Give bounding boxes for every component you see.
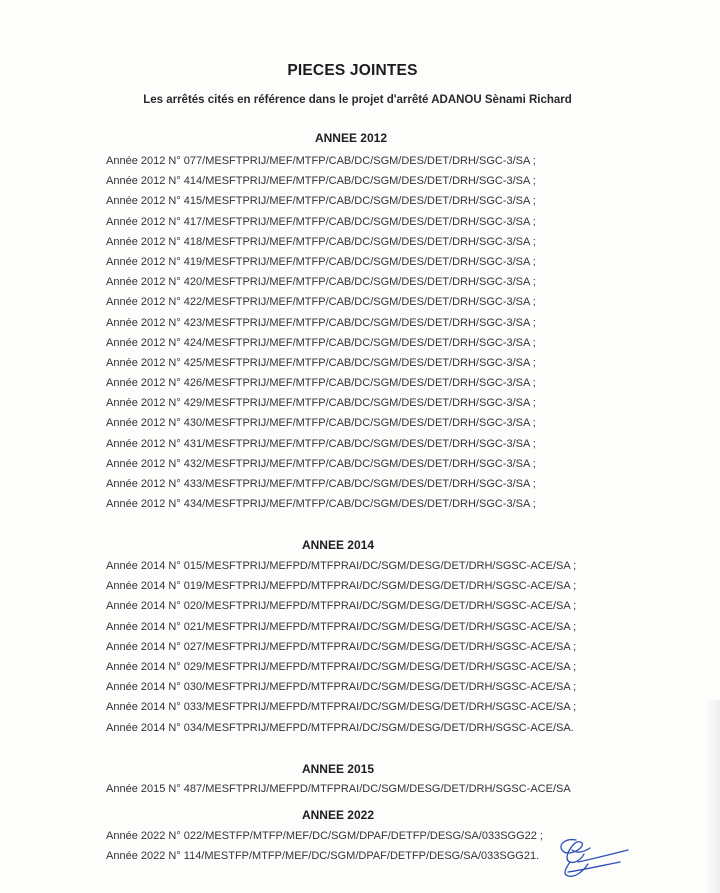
handwritten-signature xyxy=(548,832,638,887)
reference-entry: Année 2012 N° 417/MESFTPRIJ/MEF/MTFP/CAB/DC/SGM/DES/DET/DRH/SGC-3/SA ; xyxy=(106,215,536,228)
reference-entry: Année 2015 N° 487/MESFTPRIJ/MEFPD/MTFPRAI/DC/SGM/DESG/DET/DRH/SGSC-ACE/SA xyxy=(106,783,571,795)
reference-entry: Année 2012 N° 423/MESFTPRIJ/MEF/MTFP/CAB/DC/SGM/DES/DET/DRH/SGC-3/SA ; xyxy=(106,316,536,329)
reference-entry: Année 2012 N° 431/MESFTPRIJ/MEF/MTFP/CAB/DC/SGM/DES/DET/DRH/SGC-3/SA ; xyxy=(106,437,536,450)
reference-entry: Année 2022 N° 022/MESTFP/MTFP/MEF/DC/SGM/DPAF/DETFP/DESG/SA/033SGG22 ; xyxy=(106,830,543,842)
reference-entry: Année 2012 N° 433/MESFTPRIJ/MEF/MTFP/CAB/DC/SGM/DES/DET/DRH/SGC-3/SA ; xyxy=(106,478,536,490)
reference-entry: Année 2012 N° 425/MESFTPRIJ/MEF/MTFP/CAB/DC/SGM/DES/DET/DRH/SGC-3/SA ; xyxy=(106,356,536,369)
reference-entry: Année 2012 N° 434/MESFTPRIJ/MEF/MTFP/CAB/DC/SGM/DES/DET/DRH/SGC-3/SA ; xyxy=(106,498,536,511)
reference-entry: Année 2012 N° 426/MESFTPRIJ/MEF/MTFP/CAB/DC/SGM/DES/DET/DRH/SGC-3/SA ; xyxy=(106,377,536,390)
reference-entry: Année 2014 N° 015/MESFTPRIJ/MEFPD/MTFPRAI/DC/SGM/DESG/DET/DRH/SGSC-ACE/SA ; xyxy=(106,560,577,572)
reference-entry: Année 2014 N° 033/MESFTPRIJ/MEFPD/MTFPRAI/DC/SGM/DESG/DET/DRH/SGSC-ACE/SA ; xyxy=(106,701,577,714)
reference-entry: Année 2012 N° 077/MESFTPRIJ/MEF/MTFP/CAB/DC/SGM/DES/DET/DRH/SGC-3/SA ; xyxy=(106,155,536,167)
reference-entry: Année 2012 N° 424/MESFTPRIJ/MEF/MTFP/CAB/DC/SGM/DES/DET/DRH/SGC-3/SA ; xyxy=(106,336,536,349)
reference-entry: Année 2012 N° 429/MESFTPRIJ/MEF/MTFP/CAB/DC/SGM/DES/DET/DRH/SGC-3/SA ; xyxy=(106,397,536,410)
section-heading: ANNEE 2012 xyxy=(314,131,388,145)
page-edge-shadow xyxy=(706,700,720,893)
reference-entry: Année 2012 N° 414/MESFTPRIJ/MEF/MTFP/CAB/DC/SGM/DES/DET/DRH/SGC-3/SA ; xyxy=(106,175,536,188)
reference-entry: Année 2022 N° 114/MESTFP/MTFP/MEF/DC/SGM/DPAF/DETFP/DESG/SA/033SGG21. xyxy=(106,850,540,863)
page-subtitle: Les arrêtés cités en référence dans le projet d'arrêté ADANOU Sènami Richard xyxy=(143,94,572,106)
reference-entry: Année 2014 N° 027/MESFTPRIJ/MEFPD/MTFPRAI/DC/SGM/DESG/DET/DRH/SGSC-ACE/SA ; xyxy=(106,640,577,653)
reference-entry: Année 2014 N° 019/MESFTPRIJ/MEFPD/MTFPRAI/DC/SGM/DESG/DET/DRH/SGSC-ACE/SA ; xyxy=(106,580,577,593)
section-heading: ANNEE 2022 xyxy=(301,808,375,822)
reference-entry: Année 2014 N° 029/MESFTPRIJ/MEFPD/MTFPRAI/DC/SGM/DESG/DET/DRH/SGSC-ACE/SA ; xyxy=(106,660,577,673)
entry-list xyxy=(106,826,543,866)
entry-list xyxy=(106,779,571,799)
reference-entry: Année 2014 N° 034/MESFTPRIJ/MEFPD/MTFPRAI/DC/SGM/DESG/DET/DRH/SGSC-ACE/SA. xyxy=(106,721,574,734)
section-heading: ANNEE 2015 xyxy=(301,762,375,776)
reference-entry: Année 2012 N° 422/MESFTPRIJ/MEF/MTFP/CAB/DC/SGM/DES/DET/DRH/SGC-3/SA ; xyxy=(106,296,536,309)
reference-entry: Année 2012 N° 419/MESFTPRIJ/MEF/MTFP/CAB/DC/SGM/DES/DET/DRH/SGC-3/SA ; xyxy=(106,255,536,268)
section-heading: ANNEE 2014 xyxy=(301,538,375,552)
reference-entry: Année 2012 N° 415/MESFTPRIJ/MEF/MTFP/CAB/DC/SGM/DES/DET/DRH/SGC-3/SA ; xyxy=(106,195,536,208)
reference-entry: Année 2012 N° 430/MESFTPRIJ/MEF/MTFP/CAB/DC/SGM/DES/DET/DRH/SGC-3/SA ; xyxy=(106,417,536,430)
reference-entry: Année 2014 N° 020/MESFTPRIJ/MEFPD/MTFPRAI/DC/SGM/DESG/DET/DRH/SGSC-ACE/SA ; xyxy=(106,600,577,613)
reference-entry: Année 2012 N° 420/MESFTPRIJ/MEF/MTFP/CAB/DC/SGM/DES/DET/DRH/SGC-3/SA ; xyxy=(106,276,536,289)
reference-entry: Année 2012 N° 432/MESFTPRIJ/MEF/MTFP/CAB/DC/SGM/DES/DET/DRH/SGC-3/SA ; xyxy=(106,457,536,470)
reference-entry: Année 2014 N° 030/MESFTPRIJ/MEFPD/MTFPRAI/DC/SGM/DESG/DET/DRH/SGSC-ACE/SA ; xyxy=(106,681,577,694)
reference-entry: Année 2012 N° 418/MESFTPRIJ/MEF/MTFP/CAB/DC/SGM/DES/DET/DRH/SGC-3/SA ; xyxy=(106,235,536,248)
entry-list xyxy=(106,151,536,514)
page-title: PIECES JOINTES xyxy=(287,62,418,79)
entry-list xyxy=(106,556,576,738)
reference-entry: Année 2014 N° 021/MESFTPRIJ/MEFPD/MTFPRAI/DC/SGM/DESG/DET/DRH/SGSC-ACE/SA ; xyxy=(106,620,577,633)
